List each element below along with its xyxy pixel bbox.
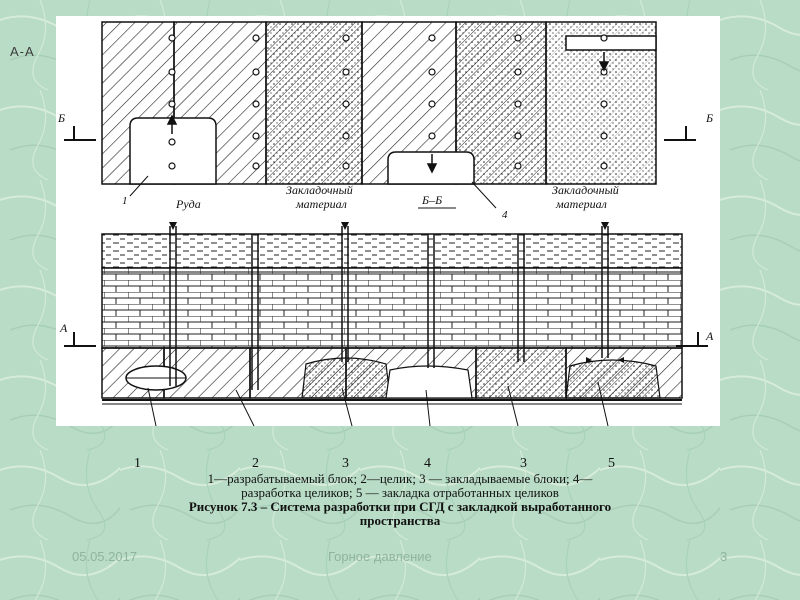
section-label-a-a: А-А: [10, 44, 35, 59]
part-number: 3: [520, 456, 527, 471]
mining-system-diagram: [56, 16, 720, 426]
footer-page-number: 3: [720, 549, 728, 564]
footer-date: 05.05.2017: [72, 549, 138, 564]
plan-section-a-a: [57, 22, 713, 184]
figure-caption-line-2: пространства: [359, 513, 441, 528]
backfill-label-2-line1: Закладочный: [552, 183, 619, 197]
section-mark-a-right: А: [706, 329, 714, 343]
part-number: 2: [252, 456, 259, 471]
figure-caption-line-1: Рисунок 7.3 – Система разработки при СГД с закладкой выработанного: [188, 499, 612, 514]
backfill-label-1-line1: Закладочный: [286, 183, 353, 197]
footer-title: Горное давление: [328, 549, 432, 564]
part-number: 4: [424, 456, 431, 471]
part-number: 1: [134, 456, 141, 471]
backfill-label-1-line2: материал: [296, 197, 347, 211]
section-mark-b-right: Б: [706, 111, 714, 125]
figure-part-numbers: [60, 456, 740, 472]
ore-label: Руда: [176, 197, 201, 211]
backfill-label-2-line2: материал: [556, 197, 607, 211]
section-mark-b-left: Б: [58, 111, 66, 125]
part-number: 5: [608, 456, 615, 471]
cross-section-b-b: [59, 222, 714, 404]
part-number-1: 1: [122, 195, 128, 207]
legend-line-1: 1—разрабатываемый блок; 2—целик; 3 — закладываемые блоки; 4—: [207, 471, 593, 486]
part-number-4: 4: [502, 209, 508, 221]
section-b-b-label: Б–Б: [422, 193, 443, 207]
legend-line-2: разработка целиков; 5 — закладка отработанных целиков: [241, 485, 559, 500]
part-number: 3: [342, 456, 349, 471]
section-mark-a-left: А: [60, 321, 68, 335]
